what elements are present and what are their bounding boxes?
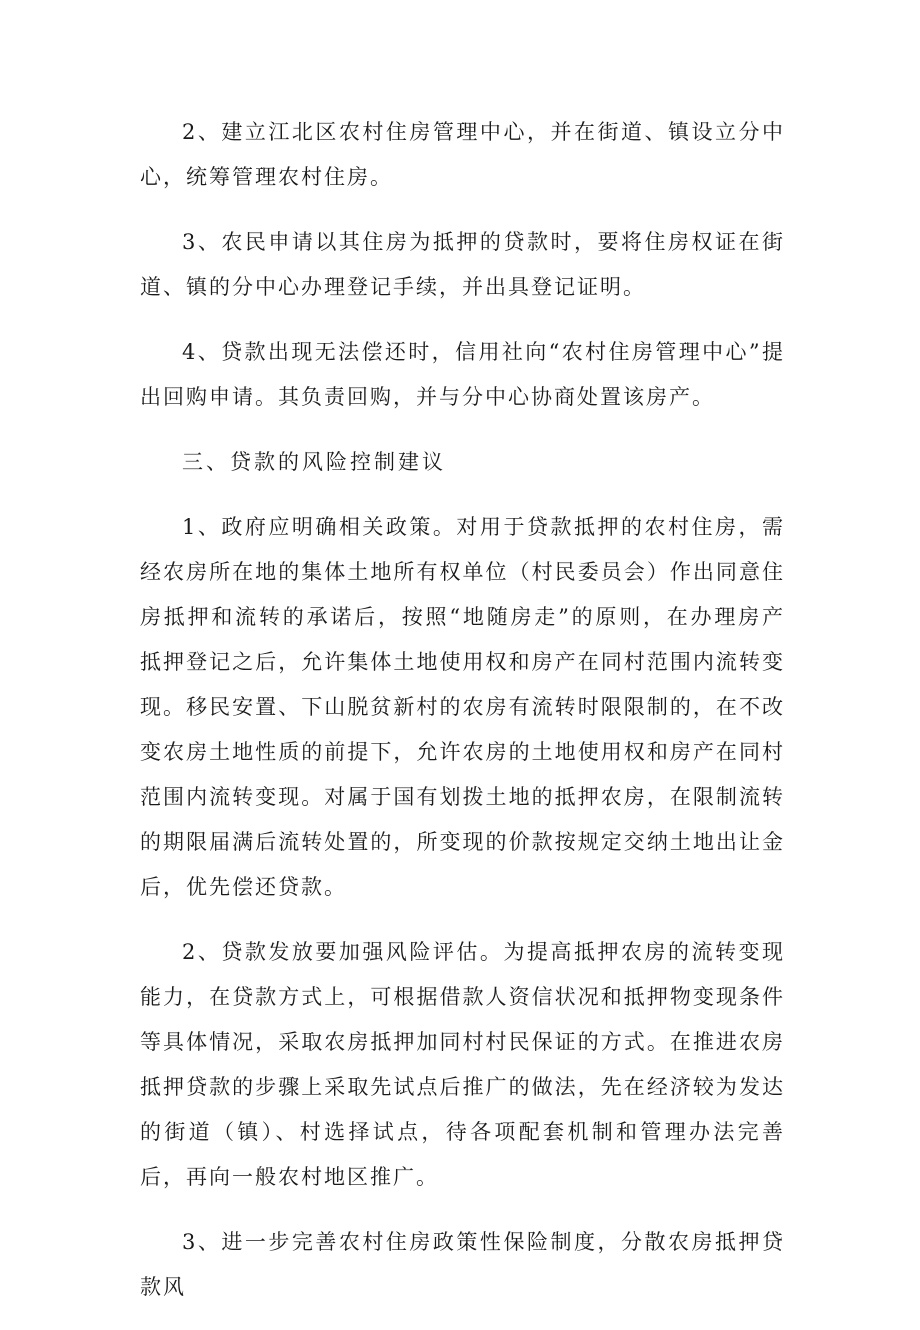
paragraph-item-2: 2、建立江北区农村住房管理中心，并在街道、镇设立分中心，统筹管理农村住房。 — [140, 120, 785, 189]
paragraph-insurance: 3、进一步完善农村住房政策性保险制度，分散农房抵押贷款风 — [140, 1230, 785, 1299]
section-heading-risk-control: 三、贷款的风险控制建议 — [182, 450, 446, 474]
document-body — [140, 110, 785, 1330]
paragraph-risk-assessment: 2、贷款发放要加强风险评估。为提高抵押农房的流转变现能力，在贷款方式上，可根据借款人资信状况和抵押物变现条件等具体情况，采取农房抵押加同村村民保证的方式。在推进农房抵押贷款的步骤上采取先试点后推广的做法，先在经济较为发达的街道（镇）、村选择试点，待各项配套机制和管理办法完善后，再向一般农村地区推广。 — [140, 940, 785, 1189]
paragraph-policy: 1、政府应明确相关政策。对用于贷款抵押的农村住房，需经农房所在地的集体土地所有权单位（村民委员会）作出同意住房抵押和流转的承诺后，按照“地随房走”的原则，在办理房产抵押登记之后，允许集体土地使用权和房产在同村范围内流转变现。移民安置、下山脱贫新村的农房有流转时限限制的，在不改变农房土地性质的前提下，允许农房的土地使用权和房产在同村范围内流转变现。对属于国有划拨土地的抵押农房，在限制流转的期限届满后流转处置的，所变现的价款按规定交纳土地出让金后，优先偿还贷款。 — [140, 515, 785, 899]
paragraph-item-4: 4、贷款出现无法偿还时，信用社向“农村住房管理中心”提出回购申请。其负责回购，并与分中心协商处置该房产。 — [140, 340, 785, 409]
paragraph-item-3: 3、农民申请以其住房为抵押的贷款时，要将住房权证在街道、镇的分中心办理登记手续，并出具登记证明。 — [140, 230, 785, 299]
